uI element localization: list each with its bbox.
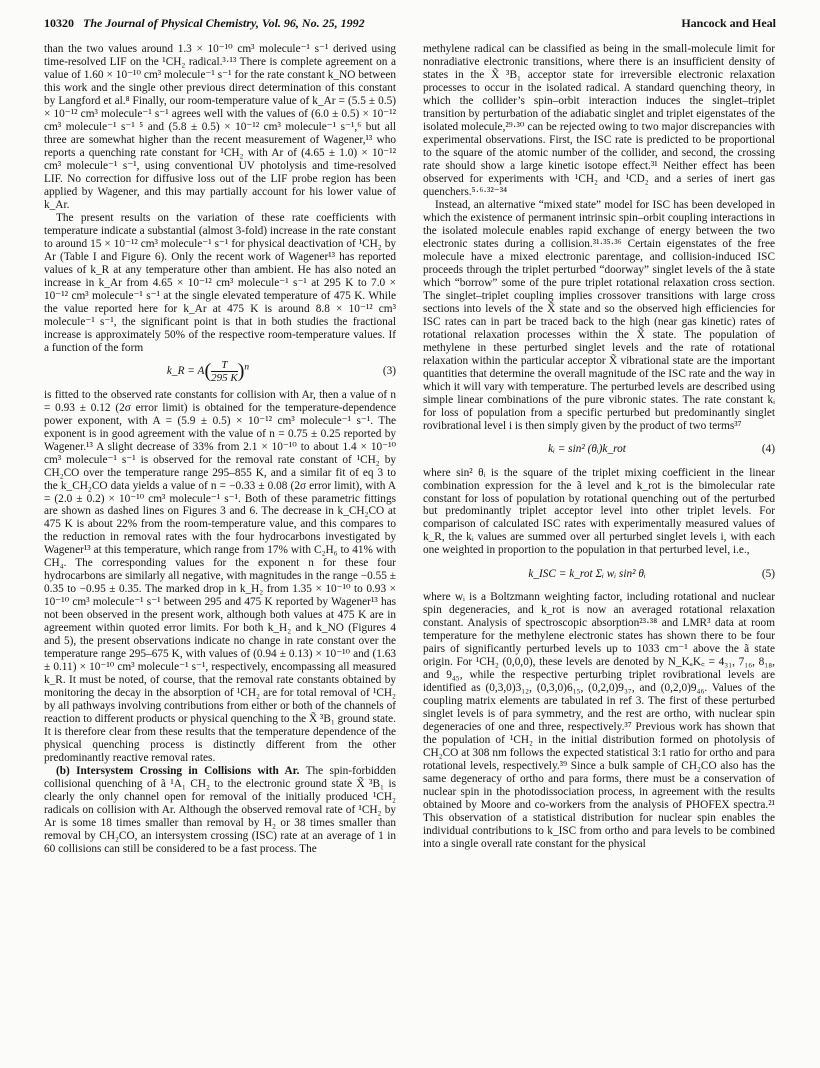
paragraph: where wᵢ is a Boltzmann weighting factor, including rotational and nuclear spin degeneracies, and k_rot is now an averaged rotational relaxation constant. Analysis of spectroscopic absorption²³·³⁸ and LMR³ data at room temperature for the methylene electronic states has shown there to be four pairs of significantly perturbed levels up to 1033 cm⁻¹ above the ã state origin. For ¹CH₂ (0,0,0), these levels are denoted by N_KₐK꜀ = 4₃₁, 7₁₆, 8₁₈, and 9₄₅, while the respective perturbing triplet rovibrational levels are identified as (0,3,0)3₁₂, (0,3,0)6₁₅, (0,2,0)9₃₇, and (0,2,0)9₄₆. Values of the coupling matrix elements are tabulated in ref 3. The first of these perturbed singlet levels is of para symmetry, and the rest are ortho, with nuclear spin degeneracies of one and three, respectively.³⁷ Previous work has shown that the population of ¹CH₂ in the initial distribution formed on photolysis of CH₂CO at 308 nm follows the expected statistical 3:1 ratio for ortho and para rotational levels, respectively.³⁹ Since a bulk sample of CH₂CO also has the same degeneracy of ortho and para forms, there must be a conservation of nuclear spin in the photodissociation process, in agreement with the results obtained by Moore and co-workers from the analysis of PHOFEX spectra.²¹ This observation of a statistical distribution for nuclear spin enables the individual contributions to k_ISC from ortho and para levels to be combined into a single overall rate constant for the physical [423,591,775,851]
equation-number: (4) [761,443,775,456]
page-number: 10320 [44,16,74,30]
author-names: Hancock and Heal [681,16,776,30]
equation-body: kᵢ = sin² (θᵢ)k_rot [548,443,626,456]
paren-close: ) [237,360,245,383]
equation-lhs: k_R = A [166,365,205,378]
fraction-numerator: T [211,359,238,372]
paragraph: methylene radical can be classified as being in the small-molecule limit for nonradiative electronic transitions, where there is an insufficient density of states in the X̃ ³B₁ acceptor state for irreversible electronic relaxation processes to occur in the isolated radical. A standard quenching theory, in which the collider’s spin–orbit interaction induces the singlet–triplet transition by perturbation of the adiabatic singlet and triplet eigenstates of the isolated molecule,²⁹·³⁰ can be rejected owing to two major discrepancies with experimental observations. First, the ISC rate is predicted to be proportional to the square of the atomic number of the collider, and second, the crossing rate should show a large kinetic isotope effect.³¹ Neither effect has been observed for experiments with ¹CH₂ and ¹CD₂ and a series of inert gas quenchers.⁵·⁶·³²⁻³⁴ [423,43,775,198]
fraction-denominator: 295 K [211,372,238,385]
paren-open: ( [204,360,212,383]
equation-body [44,359,372,384]
paragraph: where sin² θᵢ is the square of the triplet mixing coefficient in the linear combination expression for the ã level and k_rot is the bimolecular rate constant for loss of population by rotational quenching out of the perturbed but predominantly triplet acceptor level into other triplet levels. For comparison of calculated ISC rates with experimentally measured values of k_R, the kᵢ values are summed over all perturbed singlet levels i, with each one weighted in proportion to the population in that perturbed level, i.e., [423,466,775,557]
equation-number: (5) [761,567,775,580]
equation-4 [423,433,775,467]
running-header [44,14,776,32]
paragraph: The present results on the variation of these rate coefficients with temperature indicate a substantial (almost 3-fold) increase in the rate constant to around 15 × 10⁻¹² cm³ molecule⁻¹ s⁻¹ for physical deactivation of ¹CH₂ by Ar (Table I and Figure 6). Only the recent work of Wagener¹³ has reported values of k_R at any temperature other than ambient. He has also noted an increase in k_Ar from 4.65 × 10⁻¹² cm³ molecule⁻¹ s⁻¹ at 295 K to 7.0 × 10⁻¹² cm³ molecule⁻¹ s⁻¹ at the single elevated temperature of 475 K. While the value reported here for k_Ar at 475 K is around 8.8 × 10⁻¹² cm³ molecule⁻¹ s⁻¹, the significant point is that in both studies the fractional increase is approximately 50% of the respective room-temperature values. If a function of the form [44,211,396,354]
subsection-heading: (b) Intersystem Crossing in Collisions with Ar. [56,765,300,778]
equation-body: k_ISC = k_rot Σᵢ wᵢ sin² θᵢ [528,567,646,580]
paragraph: is fitted to the observed rate constants for collision with Ar, then a value of n = 0.93 ± 0.12 (2σ error limit) is obtained for the temperature-dependence power exponent, with A = (5.9 ± 0.5) × 10⁻¹² cm³ molecule⁻¹ s⁻¹. The exponent is in good agreement with the value of n = 0.75 ± 0.25 reported by Wagener.¹³ A slight decrease of 33% from 2.1 × 10⁻¹⁰ to about 1.4 × 10⁻¹⁰ cm³ molecule⁻¹ s⁻¹ is observed for the removal rate constant of ¹CH₂ by CH₂CO over the temperature range 295–855 K, and a similar fit of eq 3 to the k_CH₂CO data yields a value of n = −0.33 ± 0.08 (2σ error limit), with A = (2.0 ± 0.2) × 10⁻¹⁰ cm³ molecule⁻¹ s⁻¹. Both of these parametric fittings are shown as dashed lines on Figures 3 and 6. The decrease in k_CH₂CO at 475 K is about 22% from the room-temperature value, and this compares to the reduction in removal rates with the four hydrocarbons investigated by Wagener¹³ at this temperature, which range from 17% with C₂H₆ to 41% with CH₄. The corresponding values for the exponent n for these four hydrocarbons are similarly all negative, with magnitudes in the range −0.55 ± 0.35 to −0.95 ± 0.35. The marked drop in k_H₂ from 1.35 × 10⁻¹⁰ to 0.93 × 10⁻¹⁰ cm³ molecule⁻¹ s⁻¹ between 295 and 475 K reported by Wagener¹³ has not been observed in the present work, although both values at 475 K are in agreement within quoted error limits. For both k_H₂ and k_NO (Figures 4 and 5), the present observations indicate no change in rate constant over the temperature range 295–675 K, with values of (0.94 ± 0.13) × 10⁻¹⁰ and (1.63 ± 0.11) × 10⁻¹⁰ cm³ molecule⁻¹ s⁻¹, respectively, encompassing all measured k_R. It must be noted, of course, that the removal rate constants obtained by monitoring the decay in the absorption of ¹CH₂ are for total removal of ¹CH₂ by all pathways involving contributions from either or both of the channels of reaction to different products or physical quenching to the X̃ ³B₁ ground state. It is therefore clear from these results that the temperature dependence of the physical quenching process is distinctly different from the other predominantly reactive removal rates. [44,388,396,765]
paragraph-text: The spin-forbidden collisional quenching of ã ¹A₁ CH₂ to the electronic ground state X̃ ³B₁ is clearly the only channel open for removal of the initially produced ¹CH₂ radicals on collision with Ar. Although the observed removal rate of ¹CH₂ by Ar is some 18 times smaller than removal by H₂ or 38 times smaller than removal by CH₂CO, an intersystem crossing (ISC) rate at an average of 1 in 60 collisions can still be considered to be a fast process. The [44,765,396,856]
equation-3 [44,355,396,389]
paragraph: than the two values around 1.3 × 10⁻¹⁰ cm³ molecule⁻¹ s⁻¹ derived using time-resolved LIF on the ¹CH₂ radical.³·¹³ There is complete agreement on a value of 1.60 × 10⁻¹⁰ cm³ molecule⁻¹ s⁻¹ for the rate constant k_NO between this work and the single other previous direct determination of this constant by Langford et al.⁸ Finally, our room-temperature value of k_Ar = (5.5 ± 0.5) × 10⁻¹² cm³ molecule⁻¹ s⁻¹ agrees well with the values of (6.0 ± 0.5) × 10⁻¹² cm³ molecule⁻¹ s⁻¹ ⁵ and (5.8 ± 0.5) × 10⁻¹² cm³ molecule⁻¹ s⁻¹,⁶ but all three are somewhat higher than the recent measurement of Wagener,¹³ who reports a quenching rate constant for ¹CH₂ with Ar of (4.65 ± 1.0) × 10⁻¹² cm³ molecule⁻¹ s⁻¹, using conventional UV photolysis and time-resolved LIF. No correction for diffusive loss out of the LIF probe region has been applied by Wagener, and this may partially account for his lower value of k_Ar. [44,43,396,211]
left-column [44,43,396,1058]
journal-citation: The Journal of Physical Chemistry, Vol. 96, No. 25, 1992 [83,16,365,30]
right-column [423,43,775,1058]
paragraph: Instead, an alternative “mixed state” model for ISC has been developed in which the existence of permanent intrinsic spin–orbit coupling interactions in the isolated molecule enables rapid exchange of energy between the two electronic states during a collision.³¹·³⁵·³⁶ Certain eigenstates of the free molecule have a mixed electronic parentage, and collision-induced ISC proceeds through the triplet perturbed “doorway” singlet levels of the ã state which “borrow” some of the pure triplet rotational relaxation cross section. The singlet–triplet coupling implies crossover transitions with large cross sections into levels of the X̃ state and so the observed high efficiencies for ISC rates can in part be traced back to the high (near gas kinetic) rates of rotational relaxation processes within the X̃ state. The population of methylene in these perturbed singlet levels and the rate of rotational relaxation within the particular acceptor X̃ vibrational state are the important quantities that determine the overall magnitude of the ISC rate and the way in which it will vary with temperature. The perturbed levels are described using simple linear combinations of the pure vibronic states. The rate constant kᵢ for loss of population from a specific perturbed but predominantly singlet rovibrational level i is then simply given by the product of two terms³⁷ [423,198,775,432]
equation-exponent: n [244,362,250,373]
equation-number: (3) [382,365,396,378]
equation-5 [423,557,775,591]
section-paragraph [44,765,396,856]
fraction [211,359,238,384]
